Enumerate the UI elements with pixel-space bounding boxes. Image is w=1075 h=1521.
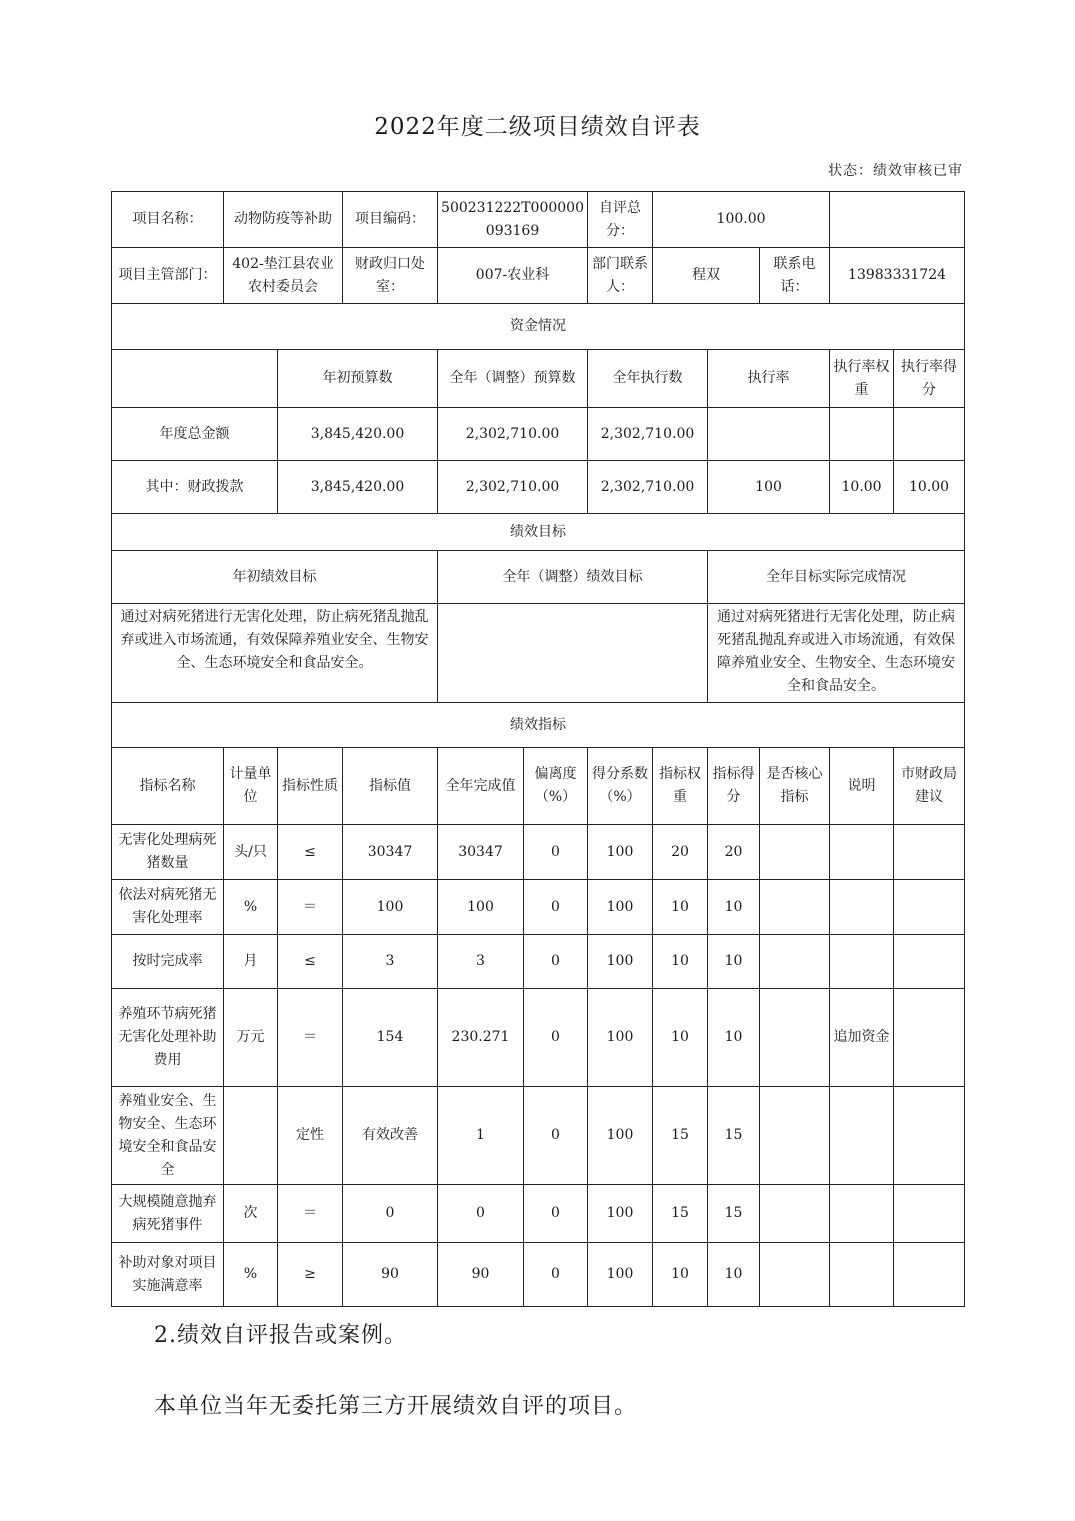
indicator-cell: 补助对象对项目实施满意率 bbox=[112, 1243, 224, 1307]
indicator-cell: 30347 bbox=[438, 825, 524, 880]
goals-header: 全年目标实际完成情况 bbox=[708, 551, 965, 604]
indicator-cell: 3 bbox=[343, 935, 438, 989]
contact-value: 程双 bbox=[653, 248, 760, 304]
indicator-cell: 0 bbox=[438, 1185, 524, 1243]
funds-cell: 10.00 bbox=[894, 461, 965, 514]
funds-header: 年初预算数 bbox=[278, 350, 438, 408]
report-statement: 本单位当年无委托第三方开展绩效自评的项目。 bbox=[154, 1394, 638, 1419]
indicator-cell bbox=[894, 825, 965, 880]
indicator-header: 偏离度（%） bbox=[524, 748, 588, 825]
indicator-cell bbox=[760, 1185, 830, 1243]
funds-header: 执行率 bbox=[708, 350, 830, 408]
goal-adjusted bbox=[438, 604, 708, 703]
indicator-cell: 0 bbox=[524, 989, 588, 1087]
indicator-cell: % bbox=[224, 880, 278, 935]
score-value: 100.00 bbox=[653, 192, 830, 248]
indicator-cell bbox=[760, 1087, 830, 1185]
project-name-value: 动物防疫等补助 bbox=[224, 192, 343, 248]
indicator-cell: 依法对病死猪无害化处理率 bbox=[112, 880, 224, 935]
indicator-cell bbox=[830, 935, 894, 989]
funds-cell: 10.00 bbox=[830, 461, 894, 514]
phone-label: 联系电话： bbox=[760, 248, 830, 304]
indicator-cell: 万元 bbox=[224, 989, 278, 1087]
indicator-cell: 月 bbox=[224, 935, 278, 989]
indicator-header: 指标权重 bbox=[653, 748, 708, 825]
funds-cell bbox=[894, 408, 965, 461]
office-label: 财政归口处室： bbox=[343, 248, 438, 304]
indicator-cell: ＝ bbox=[278, 989, 343, 1087]
indicator-cell: 3 bbox=[438, 935, 524, 989]
project-code-value: 500231222T000000093169 bbox=[438, 192, 588, 248]
indicator-cell: 次 bbox=[224, 1185, 278, 1243]
goals-header-row bbox=[112, 551, 965, 604]
indicator-cell: % bbox=[224, 1243, 278, 1307]
goals-header: 全年（调整）绩效目标 bbox=[438, 551, 708, 604]
report-heading: 2.绩效自评报告或案例。 bbox=[154, 1323, 407, 1348]
project-name-label: 项目名称： bbox=[112, 192, 224, 248]
funds-cell: 其中：财政拨款 bbox=[112, 461, 278, 514]
contact-label: 部门联系人： bbox=[588, 248, 653, 304]
indicator-cell: 1 bbox=[438, 1087, 524, 1185]
funds-header: 执行率权重 bbox=[830, 350, 894, 408]
indicator-cell: 头/只 bbox=[224, 825, 278, 880]
indicator-cell bbox=[894, 1087, 965, 1185]
indicator-cell bbox=[830, 1243, 894, 1307]
indicator-cell: 15 bbox=[653, 1087, 708, 1185]
indicator-row bbox=[112, 935, 965, 989]
indicator-cell bbox=[830, 825, 894, 880]
indicator-header: 全年完成值 bbox=[438, 748, 524, 825]
indicator-cell bbox=[224, 1087, 278, 1185]
indicator-cell bbox=[894, 935, 965, 989]
indicator-cell: 10 bbox=[653, 989, 708, 1087]
goals-section-title: 绩效目标 bbox=[112, 514, 965, 551]
indicator-cell: 100 bbox=[343, 880, 438, 935]
indicator-cell bbox=[760, 880, 830, 935]
evaluation-table bbox=[111, 191, 965, 1307]
funds-cell: 2,302,710.00 bbox=[588, 408, 708, 461]
funds-header: 全年（调整）预算数 bbox=[438, 350, 588, 408]
indicator-cell: ≥ bbox=[278, 1243, 343, 1307]
status-text: 状态：绩效审核已审 bbox=[828, 163, 963, 179]
indicator-cell: 10 bbox=[653, 935, 708, 989]
goals-header: 年初绩效目标 bbox=[112, 551, 438, 604]
indicator-cell bbox=[830, 1185, 894, 1243]
indicator-cell: ≤ bbox=[278, 935, 343, 989]
funds-cell bbox=[830, 408, 894, 461]
indicator-cell bbox=[760, 989, 830, 1087]
indicator-row bbox=[112, 880, 965, 935]
indicator-cell: 90 bbox=[343, 1243, 438, 1307]
indicator-cell bbox=[760, 935, 830, 989]
indicator-cell: 0 bbox=[524, 1243, 588, 1307]
funds-section-title: 资金情况 bbox=[112, 304, 965, 350]
phone-value: 13983331724 bbox=[830, 248, 965, 304]
indicator-cell bbox=[830, 880, 894, 935]
funds-header: 全年执行数 bbox=[588, 350, 708, 408]
project-code-label: 项目编码： bbox=[343, 192, 438, 248]
indicator-header: 指标性质 bbox=[278, 748, 343, 825]
indicator-cell: 100 bbox=[588, 880, 653, 935]
indicator-cell: 10 bbox=[708, 989, 760, 1087]
indicator-row bbox=[112, 825, 965, 880]
indicator-cell: 0 bbox=[524, 935, 588, 989]
indicator-cell bbox=[760, 825, 830, 880]
score-label: 自评总分： bbox=[588, 192, 653, 248]
indicator-cell: 10 bbox=[708, 935, 760, 989]
funds-cell bbox=[708, 408, 830, 461]
indicator-header: 市财政局建议 bbox=[894, 748, 965, 825]
page-title: 2022年度二级项目绩效自评表 bbox=[374, 114, 701, 140]
indicator-cell: 15 bbox=[653, 1185, 708, 1243]
indicator-cell: 有效改善 bbox=[343, 1087, 438, 1185]
indicator-cell: 大规模随意抛弃病死猪事件 bbox=[112, 1185, 224, 1243]
indicator-cell: 养殖业安全、生物安全、生态环境安全和食品安全 bbox=[112, 1087, 224, 1185]
indicator-cell: 100 bbox=[588, 935, 653, 989]
indicator-cell: 0 bbox=[524, 1087, 588, 1185]
indicator-cell: ≤ bbox=[278, 825, 343, 880]
indicator-cell: 100 bbox=[588, 989, 653, 1087]
indicator-header: 指标名称 bbox=[112, 748, 224, 825]
indicator-cell: 100 bbox=[588, 1087, 653, 1185]
indicator-cell: 100 bbox=[588, 825, 653, 880]
indicator-header: 计量单位 bbox=[224, 748, 278, 825]
indicator-cell: 定性 bbox=[278, 1087, 343, 1185]
indicator-cell: 养殖环节病死猪无害化处理补助费用 bbox=[112, 989, 224, 1087]
indicator-row bbox=[112, 1185, 965, 1243]
funds-cell: 2,302,710.00 bbox=[438, 408, 588, 461]
indicator-header: 得分系数（%） bbox=[588, 748, 653, 825]
indicator-cell: 20 bbox=[708, 825, 760, 880]
indicator-cell: 154 bbox=[343, 989, 438, 1087]
indicator-cell: 15 bbox=[708, 1185, 760, 1243]
project-row-2 bbox=[112, 248, 965, 304]
indicator-cell: 100 bbox=[588, 1185, 653, 1243]
indicator-cell: 0 bbox=[343, 1185, 438, 1243]
funds-header bbox=[112, 350, 278, 408]
indicator-cell: 10 bbox=[653, 1243, 708, 1307]
indicator-cell: 10 bbox=[708, 1243, 760, 1307]
indicator-cell: 30347 bbox=[343, 825, 438, 880]
indicator-cell: 230.271 bbox=[438, 989, 524, 1087]
dept-label: 项目主管部门： bbox=[112, 248, 224, 304]
indicator-row bbox=[112, 989, 965, 1087]
indicator-header: 说明 bbox=[830, 748, 894, 825]
funds-cell: 3,845,420.00 bbox=[278, 408, 438, 461]
indicator-header: 指标值 bbox=[343, 748, 438, 825]
funds-row bbox=[112, 408, 965, 461]
funds-cell: 2,302,710.00 bbox=[588, 461, 708, 514]
project-row-1 bbox=[112, 192, 965, 248]
indicator-header: 指标得分 bbox=[708, 748, 760, 825]
indicators-header-row bbox=[112, 748, 965, 825]
indicators-section-title: 绩效指标 bbox=[112, 703, 965, 748]
indicator-cell: 100 bbox=[438, 880, 524, 935]
funds-header-row bbox=[112, 350, 965, 408]
indicator-cell: 按时完成率 bbox=[112, 935, 224, 989]
funds-header: 执行率得分 bbox=[894, 350, 965, 408]
funds-cell: 100 bbox=[708, 461, 830, 514]
indicator-cell bbox=[894, 880, 965, 935]
indicator-note: 追加资金 bbox=[830, 989, 894, 1087]
indicator-cell bbox=[830, 1087, 894, 1185]
goals-content-row bbox=[112, 604, 965, 703]
indicator-cell: 100 bbox=[588, 1243, 653, 1307]
indicator-cell: ＝ bbox=[278, 1185, 343, 1243]
funds-cell: 年度总金额 bbox=[112, 408, 278, 461]
indicator-cell: 15 bbox=[708, 1087, 760, 1185]
indicator-cell bbox=[894, 1243, 965, 1307]
funds-cell: 2,302,710.00 bbox=[438, 461, 588, 514]
indicator-cell bbox=[760, 1243, 830, 1307]
indicator-cell: 无害化处理病死猪数量 bbox=[112, 825, 224, 880]
indicator-cell: 90 bbox=[438, 1243, 524, 1307]
office-value: 007-农业科 bbox=[438, 248, 588, 304]
indicator-cell: ＝ bbox=[278, 880, 343, 935]
indicator-cell: 10 bbox=[653, 880, 708, 935]
blank-cell bbox=[830, 192, 965, 248]
indicator-row bbox=[112, 1243, 965, 1307]
goal-initial: 通过对病死猪进行无害化处理，防止病死猪乱抛乱弃或进入市场流通，有效保障养殖业安全、生物安全、生态环境安全和食品安全。 bbox=[112, 604, 438, 703]
indicator-header: 是否核心指标 bbox=[760, 748, 830, 825]
indicator-cell: 0 bbox=[524, 1185, 588, 1243]
funds-cell: 3,845,420.00 bbox=[278, 461, 438, 514]
indicator-cell: 0 bbox=[524, 880, 588, 935]
indicator-cell: 20 bbox=[653, 825, 708, 880]
indicator-cell bbox=[894, 1185, 965, 1243]
indicator-cell: 10 bbox=[708, 880, 760, 935]
indicator-cell bbox=[894, 989, 965, 1087]
indicator-cell: 0 bbox=[524, 825, 588, 880]
dept-value: 402-垫江县农业农村委员会 bbox=[224, 248, 343, 304]
funds-row bbox=[112, 461, 965, 514]
indicator-row bbox=[112, 1087, 965, 1185]
goal-actual: 通过对病死猪进行无害化处理，防止病死猪乱抛乱弃或进入市场流通，有效保障养殖业安全、生物安全、生态环境安全和食品安全。 bbox=[708, 604, 965, 703]
